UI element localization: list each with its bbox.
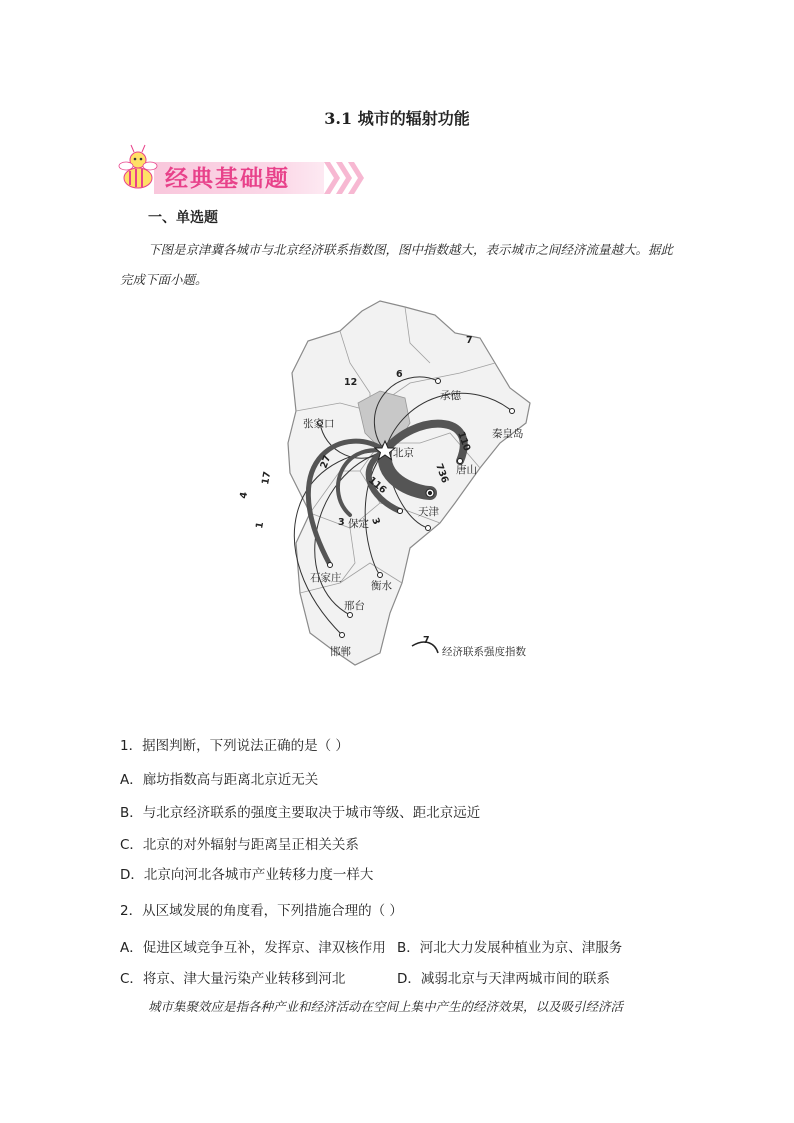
question-2-stem: 2．从区域发展的角度看，下列措施合理的（ ）	[120, 903, 403, 919]
city-label-hengshui: 衡水	[371, 580, 392, 592]
city-label-baoding: 保定	[348, 518, 369, 530]
city-label-tangshan: 唐山	[456, 464, 477, 476]
question-1-stem: 1．据图判断，下列说法正确的是（ ）	[120, 738, 349, 754]
index-qinhuangdao: 7	[466, 335, 473, 346]
economic-link-map	[230, 293, 560, 673]
city-label-chengde: 承德	[440, 390, 461, 402]
index-tianjin: 736	[433, 462, 451, 485]
index-tangshan: 110	[455, 430, 473, 453]
bee-icon	[119, 145, 157, 188]
legend-label: 经济联系强度指数	[442, 646, 526, 658]
index-hengshui: 3	[338, 517, 345, 528]
city-label-zhangjiakou: 张家口	[303, 418, 335, 430]
question-1-option-a[interactable]: A．廊坊指数高与距离北京近无关	[120, 772, 319, 788]
section-heading: 一、单选题	[148, 210, 218, 226]
question-1-option-c[interactable]: C．北京的对外辐射与距离呈正相关关系	[120, 837, 359, 853]
page-title: 3.1 城市的辐射功能	[324, 109, 470, 128]
index-chengde: 6	[396, 369, 403, 380]
index-baoding: 27	[318, 453, 334, 471]
city-label-shijiazhuang: 石家庄	[310, 572, 342, 584]
question-2-option-c[interactable]: C．将京、津大量污染产业转移到河北	[120, 971, 346, 987]
index-langfang: 116	[366, 474, 389, 497]
question-1-option-b[interactable]: B．与北京经济联系的强度主要取决于城市等级、距北京远近	[120, 805, 481, 821]
legend-value: 7	[423, 635, 430, 646]
index-handan: 1	[254, 521, 267, 530]
section-badge-label: 经典基础题	[165, 166, 290, 192]
index-xingtai: 4	[238, 491, 251, 500]
next-passage-start: 城市集聚效应是指各种产业和经济活动在空间上集中产生的经济效果，以及吸引经济活	[148, 999, 624, 1014]
city-label-tianjin: 天津	[418, 506, 439, 518]
index-shijiazhuang: 17	[260, 470, 274, 486]
city-label-beijing: 北京	[393, 447, 414, 459]
map-legend	[412, 635, 526, 658]
city-label-qinhuangdao: 秦皇岛	[492, 428, 524, 440]
index-cangzhou: 3	[369, 516, 382, 527]
city-label-handan: 邯郸	[330, 646, 351, 658]
question-2-option-b[interactable]: B．河北大力发展种植业为京、津服务	[397, 940, 623, 956]
question-1-option-d[interactable]: D．北京向河北各城市产业转移力度一样大	[120, 867, 374, 883]
question-2-option-d[interactable]: D．减弱北京与天津两城市间的联系	[397, 971, 610, 987]
index-zhangjiakou: 12	[344, 377, 358, 388]
question-2-option-a[interactable]: A．促进区域竞争互补，发挥京、津双核作用	[120, 940, 386, 956]
city-label-xingtai: 邢台	[344, 600, 365, 612]
intro-paragraph: 下图是京津冀各城市与北京经济联系指数图，图中指数越大，表示城市之间经济流量越大。据此完成下面小题。	[120, 242, 674, 287]
